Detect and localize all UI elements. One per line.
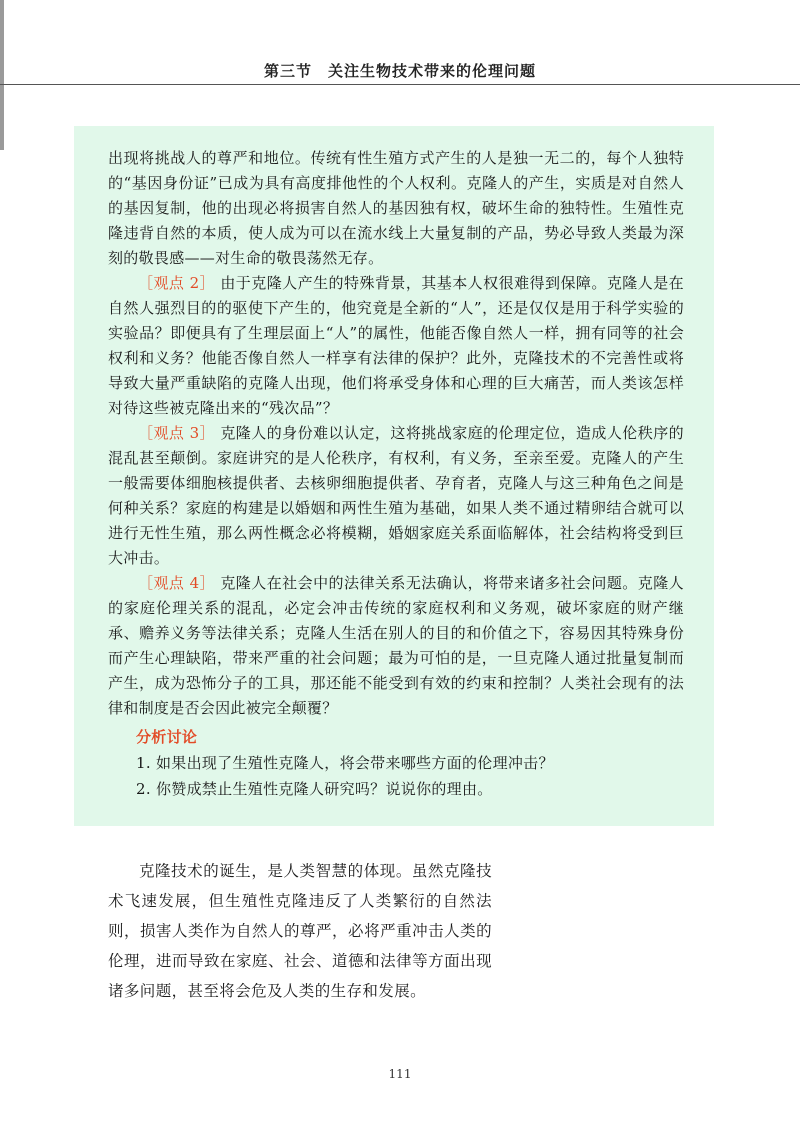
viewpoint-tag: ［观点 3］ xyxy=(138,424,216,442)
reading-box-content xyxy=(108,146,684,802)
viewpoint-text: 克隆人的身份难以认定，这将挑战家庭的伦理定位，造成人伦秩序的混乱甚至颠倒。家庭讲究的是人伦秩序，有权利，有义务，至亲至爱。克隆人的产生一般需要体细胞核提供者、去核卵细胞提供者、孕育者，克隆人与这三种角色之间是何种关系？家庭的构建是以婚姻和两性生殖为基础，如果人类不通过精卵结合就可以进行无性生殖，那么两性概念必将模糊，婚姻家庭关系面临解体，社会结构将受到巨大冲击。 xyxy=(108,424,684,567)
viewpoint-tag: ［观点 4］ xyxy=(138,574,216,592)
reading-box xyxy=(74,126,714,826)
viewpoint-tag: ［观点 2］ xyxy=(138,274,216,292)
viewpoint-2 xyxy=(108,271,684,421)
discussion-question-2: 2. 你赞成禁止生殖性克隆人研究吗？说说你的理由。 xyxy=(136,780,493,798)
viewpoint-3 xyxy=(108,421,684,571)
main-text xyxy=(108,856,492,1006)
viewpoint-4 xyxy=(108,571,684,721)
intro-paragraph: 出现将挑战人的尊严和地位。传统有性生殖方式产生的人是独一无二的，每个人独特的“基因身份证”已成为具有高度排他性的个人权利。克隆人的产生，实质是对自然人的基因复制，他的出现必将损害自然人的基因独有权，破坏生命的独特性。生殖性克隆违背自然的本质，使人成为可以在流水线上大量复制的产品，势必导致人类最为深刻的敬畏感——对生命的敬畏荡然无存。 xyxy=(108,149,684,267)
discussion-title: 分析讨论 xyxy=(136,728,198,746)
section-header: 第三节 关注生物技术带来的伦理问题 xyxy=(263,62,536,80)
header-divider xyxy=(0,84,800,85)
body-paragraph: 克隆技术的诞生，是人类智慧的体现。虽然克隆技术飞速发展，但生殖性克隆违反了人类繁衍的自然法则，损害人类作为自然人的尊严，必将严重冲击人类的伦理，进而导致在家庭、社会、道德和法律等方面出现诸多问题，甚至将会危及人类的生存和发展。 xyxy=(108,862,492,1000)
page-number: 111 xyxy=(388,1067,412,1081)
viewpoint-text: 由于克隆人产生的特殊背景，其基本人权很难得到保障。克隆人是在自然人强烈目的的驱使下产生的，他究竟是全新的“人”，还是仅仅是用于科学实验的实验品？即便具有了生理层面上“人”的属性，他能否像自然人一样，拥有同等的社会权利和义务？他能否像自然人一样享有法律的保护？此外，克隆技术的不完善性或将导致大量严重缺陷的克隆人出现，他们将承受身体和心理的巨大痛苦，而人类该怎样对待这些被克隆出来的“残次品”？ xyxy=(108,274,684,417)
viewpoint-text: 克隆人在社会中的法律关系无法确认，将带来诸多社会问题。克隆人的家庭伦理关系的混乱，必定会冲击传统的家庭权利和义务观，破坏家庭的财产继承、赡养义务等法律关系；克隆人生活在别人的目的和价值之下，容易因其特殊身份而产生心理缺陷，带来严重的社会问题；最为可怕的是，一旦克隆人通过批量复制而产生，成为恐怖分子的工具，那还能不能受到有效的约束和控制？人类社会现有的法律和制度是否会因此被完全颠覆？ xyxy=(108,574,684,717)
discussion-question-1: 1. 如果出现了生殖性克隆人，将会带来哪些方面的伦理冲击？ xyxy=(136,754,554,772)
